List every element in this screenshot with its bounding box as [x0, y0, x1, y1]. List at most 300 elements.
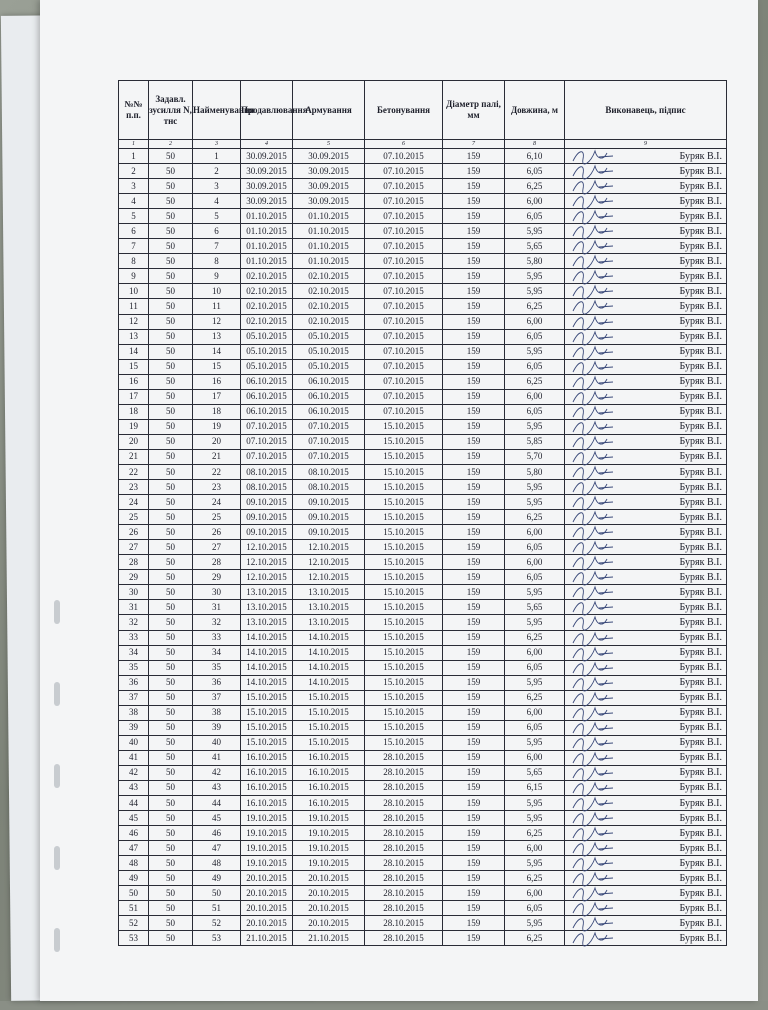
executor-name: Буряк В.І. [679, 782, 722, 794]
table-cell: 30.09.2015 [241, 164, 293, 179]
table-cell: 50 [149, 209, 193, 224]
table-row [119, 344, 727, 359]
table-cell: 30.09.2015 [293, 179, 365, 194]
table-cell: 15.10.2015 [365, 419, 443, 434]
table-cell: 21 [119, 449, 149, 464]
table-cell: 30.09.2015 [293, 164, 365, 179]
table-cell: 50 [149, 329, 193, 344]
table-row [119, 329, 727, 344]
executor-name: Буряк В.І. [679, 647, 722, 659]
table-cell: 6,10 [505, 149, 565, 164]
table-cell: 159 [443, 570, 505, 585]
table-cell: 41 [119, 750, 149, 765]
table-cell: 10 [193, 284, 241, 299]
table-cell: 50 [149, 720, 193, 735]
table-cell: 15.10.2015 [365, 434, 443, 449]
table-cell: 20.10.2015 [293, 871, 365, 886]
table-cell: 159 [443, 374, 505, 389]
table-cell: 1 [119, 149, 149, 164]
table-cell: 11 [193, 299, 241, 314]
executor-name: Буряк В.І. [679, 150, 722, 162]
table-cell: 07.10.2015 [241, 434, 293, 449]
table-cell: 28.10.2015 [365, 916, 443, 931]
table-cell: 45 [119, 811, 149, 826]
table-cell: 159 [443, 811, 505, 826]
table-cell: 6,00 [505, 886, 565, 901]
table-cell: 159 [443, 856, 505, 871]
table-cell: 159 [443, 901, 505, 916]
table-cell: 16.10.2015 [293, 765, 365, 780]
table-cell: 06.10.2015 [241, 374, 293, 389]
executor-name: Буряк В.І. [679, 752, 722, 764]
executor-name: Буряк В.І. [679, 270, 722, 282]
table-cell: 30.09.2015 [241, 194, 293, 209]
table-cell: 14 [193, 344, 241, 359]
table-cell: 50 [149, 675, 193, 690]
executor-name: Буряк В.І. [679, 225, 722, 237]
table-cell: 159 [443, 525, 505, 540]
table-cell: 50 [149, 856, 193, 871]
table-cell: 15.10.2015 [293, 705, 365, 720]
executor-name: Буряк В.І. [679, 180, 722, 192]
executor-name: Буряк В.І. [679, 165, 722, 177]
table-cell: 01.10.2015 [293, 254, 365, 269]
table-cell: 159 [443, 299, 505, 314]
table-cell: 50 [149, 615, 193, 630]
table-cell: 19.10.2015 [241, 841, 293, 856]
table-cell: 16.10.2015 [293, 796, 365, 811]
table-cell: 38 [193, 705, 241, 720]
table-cell: 11 [119, 299, 149, 314]
table-cell: 15.10.2015 [365, 630, 443, 645]
table-cell: 26 [193, 525, 241, 540]
table-cell: 159 [443, 931, 505, 946]
table-cell: 53 [119, 931, 149, 946]
table-cell: 28 [119, 555, 149, 570]
table-cell: 6,05 [505, 720, 565, 735]
table-cell: 20.10.2015 [293, 901, 365, 916]
table-cell: 50 [149, 886, 193, 901]
table-cell: 50 [149, 901, 193, 916]
table-cell: 15.10.2015 [293, 735, 365, 750]
table-cell: 5,95 [505, 675, 565, 690]
table-cell: 50 [149, 299, 193, 314]
table-cell: 28.10.2015 [365, 931, 443, 946]
table-cell: 20.10.2015 [293, 886, 365, 901]
table-cell: 159 [443, 284, 505, 299]
table-cell: 28.10.2015 [365, 901, 443, 916]
table-cell: 159 [443, 796, 505, 811]
table-cell: 16 [119, 374, 149, 389]
table-cell: 50 [149, 735, 193, 750]
header-number: №№ п.п. [119, 81, 149, 140]
table-cell: 09.10.2015 [293, 495, 365, 510]
executor-name: Буряк В.І. [679, 541, 722, 553]
table-cell: 07.10.2015 [365, 389, 443, 404]
table-cell: 02.10.2015 [293, 299, 365, 314]
table-cell: 28.10.2015 [365, 856, 443, 871]
table-cell: 50 [149, 540, 193, 555]
table-cell: 07.10.2015 [365, 164, 443, 179]
table-cell: 5,80 [505, 464, 565, 479]
table-cell: 50 [149, 389, 193, 404]
table-cell: 33 [193, 630, 241, 645]
table-row [119, 780, 727, 795]
table-cell: 50 [149, 269, 193, 284]
table-cell: 15.10.2015 [365, 570, 443, 585]
table-cell: 06.10.2015 [241, 389, 293, 404]
table-cell: 159 [443, 344, 505, 359]
table-cell: 13.10.2015 [293, 585, 365, 600]
table-row [119, 901, 727, 916]
table-cell: 6,05 [505, 901, 565, 916]
table-cell: 5,95 [505, 916, 565, 931]
table-cell: 159 [443, 434, 505, 449]
table-cell: 15.10.2015 [241, 720, 293, 735]
table-cell: 50 [149, 374, 193, 389]
header-executor: Виконавець, підпис [565, 81, 727, 140]
table-row [119, 886, 727, 901]
table-cell: 07.10.2015 [365, 359, 443, 374]
table-cell: 159 [443, 314, 505, 329]
executor-name: Буряк В.І. [679, 917, 722, 929]
table-cell: 159 [443, 224, 505, 239]
pile-log-table [118, 80, 727, 946]
table-cell: 02.10.2015 [241, 269, 293, 284]
table-cell: 05.10.2015 [241, 344, 293, 359]
table-cell: 5,95 [505, 344, 565, 359]
table-cell: 06.10.2015 [241, 404, 293, 419]
table-cell: 159 [443, 404, 505, 419]
table-cell: 20.10.2015 [293, 916, 365, 931]
table-cell: 13.10.2015 [293, 615, 365, 630]
table-cell: 159 [443, 419, 505, 434]
table-cell: 09.10.2015 [241, 525, 293, 540]
table-cell: 4 [119, 194, 149, 209]
table-cell: 26 [119, 525, 149, 540]
table-cell: 37 [193, 690, 241, 705]
table-cell: 5,80 [505, 254, 565, 269]
table-row [119, 630, 727, 645]
executor-name: Буряк В.І. [679, 737, 722, 749]
table-cell: 14.10.2015 [293, 645, 365, 660]
table-cell: 07.10.2015 [365, 284, 443, 299]
table-cell: 06.10.2015 [293, 389, 365, 404]
table-cell: 08.10.2015 [293, 480, 365, 495]
table-row [119, 314, 727, 329]
table-cell: 02.10.2015 [241, 314, 293, 329]
table-cell: 15.10.2015 [365, 645, 443, 660]
table-cell: 32 [119, 615, 149, 630]
binder-holes [54, 600, 62, 1010]
table-cell: 07.10.2015 [365, 329, 443, 344]
table-cell: 30.09.2015 [293, 194, 365, 209]
table-row [119, 570, 727, 585]
table-cell: 20.10.2015 [241, 871, 293, 886]
table-cell: 5,95 [505, 224, 565, 239]
table-cell: 07.10.2015 [365, 299, 443, 314]
table-cell: 35 [193, 660, 241, 675]
table-cell: 5,70 [505, 449, 565, 464]
table-cell: 15.10.2015 [293, 720, 365, 735]
table-cell: 159 [443, 660, 505, 675]
column-number: 1 [119, 140, 149, 149]
executor-name: Буряк В.І. [679, 692, 722, 704]
table-cell: 5,65 [505, 600, 565, 615]
table-row [119, 720, 727, 735]
table-cell: 34 [119, 645, 149, 660]
table-cell: 35 [119, 660, 149, 675]
table-cell: 19 [193, 419, 241, 434]
table-cell: 32 [193, 615, 241, 630]
table-cell: 159 [443, 359, 505, 374]
table-cell: 36 [193, 675, 241, 690]
table-cell: 159 [443, 690, 505, 705]
table-row [119, 660, 727, 675]
table-cell: 159 [443, 510, 505, 525]
table-cell: 39 [119, 720, 149, 735]
table-cell: 28.10.2015 [365, 750, 443, 765]
table-cell: 28.10.2015 [365, 886, 443, 901]
table-cell: 6,05 [505, 164, 565, 179]
executor-name: Буряк В.І. [679, 255, 722, 267]
table-cell: 5,95 [505, 856, 565, 871]
table-cell: 20.10.2015 [241, 886, 293, 901]
table-cell: 5 [119, 209, 149, 224]
table-cell: 6,25 [505, 510, 565, 525]
column-number: 5 [293, 140, 365, 149]
table-cell: 50 [149, 284, 193, 299]
table-cell: 50 [149, 449, 193, 464]
table-cell: 15.10.2015 [241, 690, 293, 705]
table-cell: 6,00 [505, 389, 565, 404]
table-cell: 48 [119, 856, 149, 871]
table-cell: 6,05 [505, 540, 565, 555]
table-cell: 23 [119, 480, 149, 495]
table-row [119, 690, 727, 705]
table-cell: 07.10.2015 [365, 149, 443, 164]
header-reinforcement: Армування [293, 81, 365, 140]
table-cell: 50 [149, 871, 193, 886]
table-cell: 48 [193, 856, 241, 871]
table-cell: 37 [119, 690, 149, 705]
table-cell: 07.10.2015 [365, 404, 443, 419]
table-cell: 19.10.2015 [293, 826, 365, 841]
table-cell: 07.10.2015 [293, 449, 365, 464]
table-cell: 07.10.2015 [293, 419, 365, 434]
table-cell: 6,00 [505, 645, 565, 660]
executor-signature-cell [565, 931, 727, 946]
table-cell: 7 [193, 239, 241, 254]
column-number: 9 [565, 140, 727, 149]
table-cell: 12.10.2015 [241, 570, 293, 585]
table-cell: 5,95 [505, 284, 565, 299]
handwritten-signature [569, 929, 629, 947]
table-cell: 6,25 [505, 374, 565, 389]
table-cell: 14.10.2015 [293, 630, 365, 645]
table-cell: 5,95 [505, 585, 565, 600]
table-cell: 49 [193, 871, 241, 886]
table-cell: 50 [119, 886, 149, 901]
table-row [119, 179, 727, 194]
executor-name: Буряк В.І. [679, 316, 722, 328]
table-row [119, 480, 727, 495]
table-cell: 07.10.2015 [365, 374, 443, 389]
table-cell: 05.10.2015 [241, 359, 293, 374]
table-cell: 50 [149, 570, 193, 585]
table-cell: 07.10.2015 [365, 224, 443, 239]
table-cell: 50 [149, 434, 193, 449]
table-cell: 33 [119, 630, 149, 645]
table-cell: 09.10.2015 [293, 510, 365, 525]
executor-name: Буряк В.І. [679, 707, 722, 719]
table-cell: 13.10.2015 [241, 600, 293, 615]
table-cell: 159 [443, 540, 505, 555]
table-cell: 47 [193, 841, 241, 856]
table-cell: 15.10.2015 [365, 525, 443, 540]
table-row [119, 194, 727, 209]
table-cell: 50 [149, 660, 193, 675]
table-cell: 50 [149, 690, 193, 705]
table-cell: 44 [193, 796, 241, 811]
table-cell: 159 [443, 555, 505, 570]
table-cell: 159 [443, 630, 505, 645]
table-cell: 28 [193, 555, 241, 570]
table-cell: 50 [149, 841, 193, 856]
table-cell: 2 [119, 164, 149, 179]
table-cell: 01.10.2015 [293, 239, 365, 254]
executor-name: Буряк В.І. [679, 210, 722, 222]
executor-name: Буряк В.І. [679, 526, 722, 538]
table-cell: 14 [119, 344, 149, 359]
table-cell: 05.10.2015 [241, 329, 293, 344]
table-cell: 159 [443, 164, 505, 179]
table-cell: 20.10.2015 [241, 916, 293, 931]
table-cell: 159 [443, 209, 505, 224]
table-cell: 15.10.2015 [365, 720, 443, 735]
table-cell: 31 [193, 600, 241, 615]
table-row [119, 525, 727, 540]
executor-name: Буряк В.І. [679, 797, 722, 809]
table-cell: 50 [149, 164, 193, 179]
table-cell: 159 [443, 480, 505, 495]
table-cell: 6,00 [505, 555, 565, 570]
table-cell: 09.10.2015 [241, 495, 293, 510]
table-cell: 159 [443, 254, 505, 269]
table-cell: 6,25 [505, 630, 565, 645]
table-cell: 02.10.2015 [293, 314, 365, 329]
table-cell: 28.10.2015 [365, 811, 443, 826]
table-cell: 12.10.2015 [241, 555, 293, 570]
table-cell: 159 [443, 269, 505, 284]
table-cell: 6,05 [505, 404, 565, 419]
table-cell: 07.10.2015 [365, 209, 443, 224]
table-cell: 34 [193, 645, 241, 660]
table-cell: 6,25 [505, 690, 565, 705]
table-cell: 6 [193, 224, 241, 239]
table-cell: 15.10.2015 [365, 705, 443, 720]
table-cell: 159 [443, 329, 505, 344]
table-row [119, 826, 727, 841]
table-cell: 14.10.2015 [293, 675, 365, 690]
table-cell: 50 [149, 750, 193, 765]
table-cell: 19.10.2015 [293, 811, 365, 826]
table-row [119, 856, 727, 871]
executor-name: Буряк В.І. [679, 857, 722, 869]
table-row [119, 299, 727, 314]
table-cell: 50 [193, 886, 241, 901]
table-cell: 3 [193, 179, 241, 194]
executor-name: Буряк В.І. [679, 827, 722, 839]
table-cell: 50 [149, 585, 193, 600]
table-cell: 50 [149, 404, 193, 419]
header-diameter: Діаметр палі, мм [443, 81, 505, 140]
table-cell: 16.10.2015 [241, 750, 293, 765]
table-cell: 25 [193, 510, 241, 525]
table-cell: 50 [149, 525, 193, 540]
executor-name: Буряк В.І. [679, 556, 722, 568]
executor-name: Буряк В.І. [679, 406, 722, 418]
table-cell: 17 [119, 389, 149, 404]
table-cell: 19.10.2015 [241, 856, 293, 871]
table-body [119, 149, 727, 946]
header-length: Довжина, м [505, 81, 565, 140]
header-force: Задавл. зусилля N, тнс [149, 81, 193, 140]
table-cell: 6,00 [505, 841, 565, 856]
table-cell: 6,05 [505, 570, 565, 585]
table-cell: 159 [443, 841, 505, 856]
table-cell: 6,25 [505, 299, 565, 314]
table-cell: 31 [119, 600, 149, 615]
executor-name: Буряк В.І. [679, 391, 722, 403]
table-row [119, 209, 727, 224]
table-cell: 50 [149, 149, 193, 164]
table-cell: 159 [443, 389, 505, 404]
table-cell: 05.10.2015 [293, 344, 365, 359]
table-cell: 10 [119, 284, 149, 299]
table-cell: 30.09.2015 [241, 149, 293, 164]
table-cell: 12.10.2015 [293, 555, 365, 570]
column-number: 2 [149, 140, 193, 149]
table-cell: 40 [193, 735, 241, 750]
table-row [119, 765, 727, 780]
table-cell: 49 [119, 871, 149, 886]
table-cell: 15.10.2015 [241, 735, 293, 750]
table-cell: 50 [149, 780, 193, 795]
table-row [119, 149, 727, 164]
table-cell: 20 [119, 434, 149, 449]
table-cell: 09.10.2015 [241, 510, 293, 525]
table-cell: 5,85 [505, 434, 565, 449]
table-cell: 24 [193, 495, 241, 510]
table-cell: 6,00 [505, 314, 565, 329]
table-cell: 07.10.2015 [241, 449, 293, 464]
table-cell: 53 [193, 931, 241, 946]
table-cell: 159 [443, 495, 505, 510]
table-header [119, 81, 727, 149]
pile-log-table-container [118, 80, 726, 944]
table-cell: 159 [443, 645, 505, 660]
table-cell: 50 [149, 254, 193, 269]
table-cell: 02.10.2015 [241, 299, 293, 314]
table-cell: 50 [149, 239, 193, 254]
table-cell: 15.10.2015 [365, 690, 443, 705]
table-cell: 16 [193, 374, 241, 389]
executor-name: Буряк В.І. [679, 511, 722, 523]
table-cell: 8 [193, 254, 241, 269]
table-cell: 6 [119, 224, 149, 239]
table-cell: 01.10.2015 [241, 254, 293, 269]
